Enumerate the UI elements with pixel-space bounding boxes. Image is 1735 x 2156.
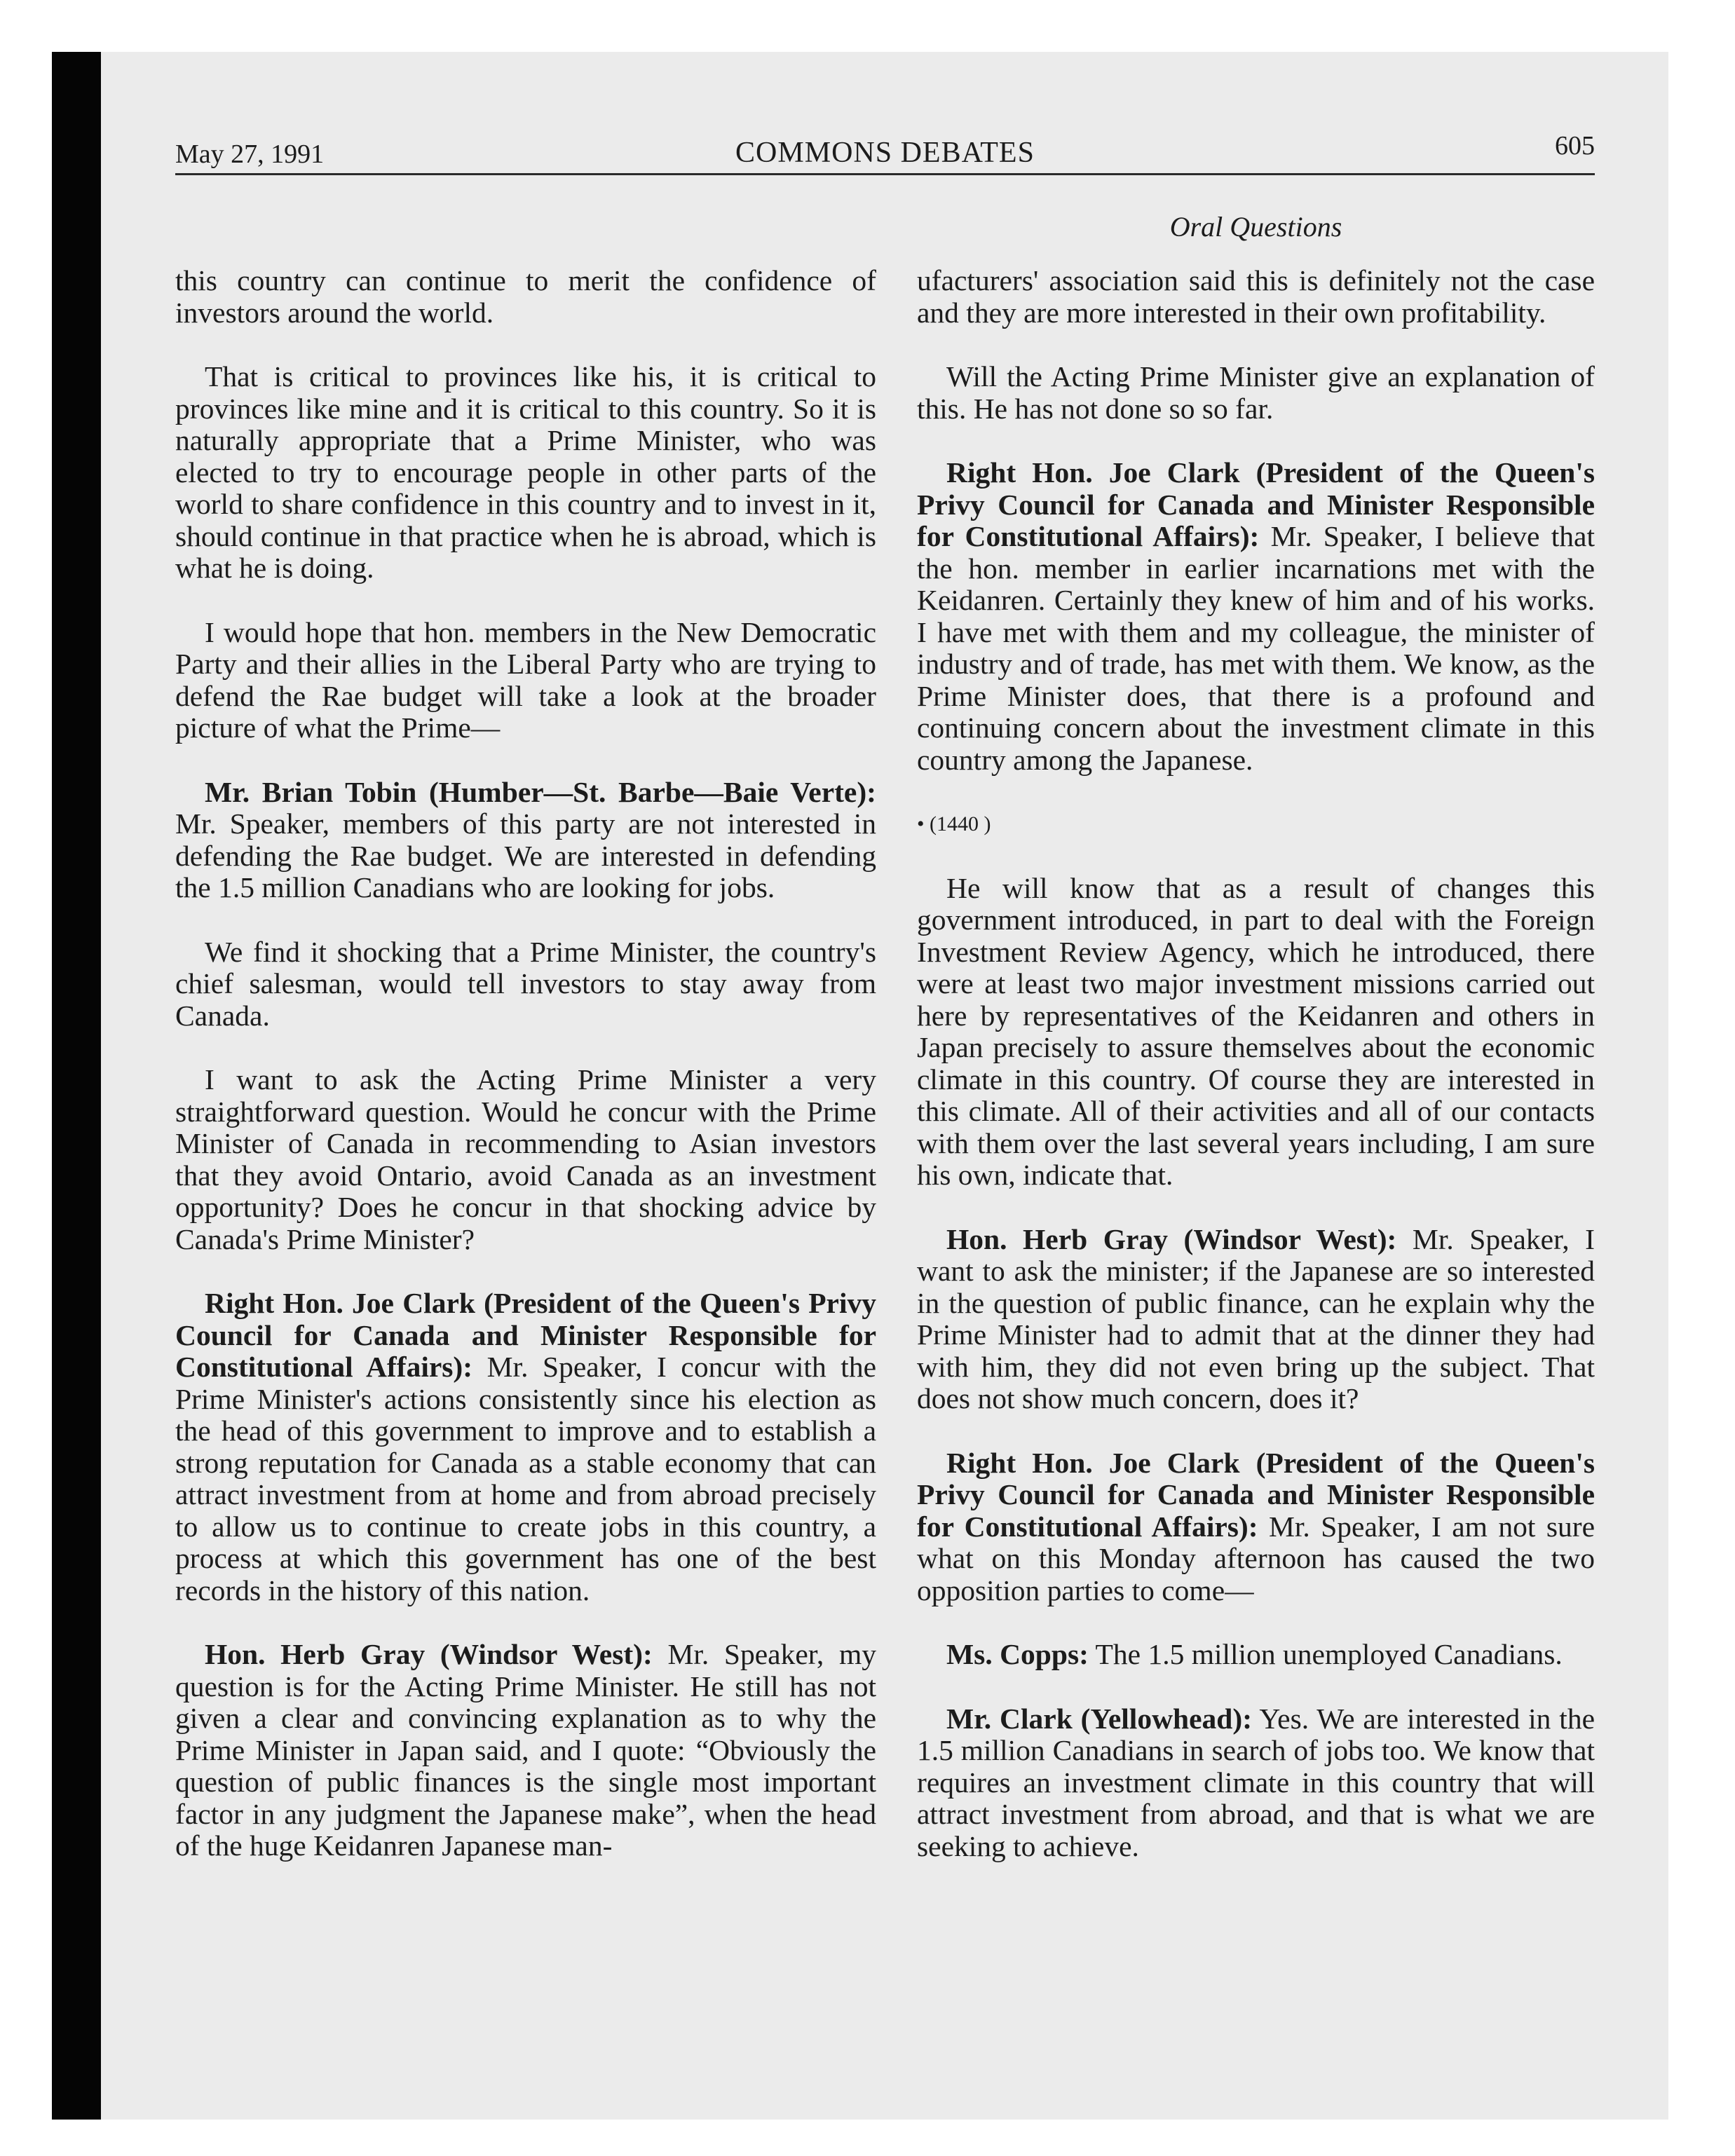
paragraph: Will the Acting Prime Minister give an explanation of this. He has not done so so far. [917,360,1595,425]
paragraph: He will know that as a result of changes this government introduced, in part to deal with the Foreign Investment Review Agency, which he introduced, there were at least two major investment missions carried out here by representatives of the Keidanren and others in Japan precisely to assure themselves about the economic climate in this country. Of course they are interested in this climate. All of their activities and all of our contacts with them over the last several years including, I am sure his own, indicate that. [917,871,1595,1191]
speaker-name: Hon. Herb Gray (Windsor West): [205,1638,653,1670]
page-number: 605 [1555,131,1595,161]
paragraph: That is critical to provinces like his, it is critical to provinces like mine and it is critical to this country. So it is naturally appropriate that a Prime Minister, who was elected to try to encourage people in other parts of the world to share confidence in this country and to invest in it, should continue in that practice when he is abroad, which is what he is doing. [175,360,876,584]
speech-text: Mr. Speaker, I concur with the Prime Minister's actions consistently since his election as the head of this government to improve and to establish a strong reputation for Canada as a stable economy that can attract investment from at home and from abroad precisely to allow us to continue to create jobs in this country, a process at which this government has one of the best records in the history of this nation. [175,1351,876,1606]
speech-paragraph [175,777,876,904]
speech-text: Yes. We are interested in the 1.5 million Canadians in search of jobs too. We know that requires an investment climate in this country that will attract investment from abroad, and that is what we are seeking to achieve. [917,1702,1595,1862]
speech-text: Mr. Speaker, I believe that the hon. member in earlier incarnations met with the Keidanren. Certainly they knew of him and of his works. I have met with them and my colleague, the minister of industry and of trade, has met with them. We know, as the Prime Minister does, that there is a profound and continuing concern about the investment climate in this country among the Japanese. [917,520,1595,776]
time-stamp: • (1440 ) [917,812,991,835]
paragraph: I would hope that hon. members in the New Democratic Party and their allies in the Liberal Party who are trying to defend the Rae budget will take a look at the broader picture of what the Prime— [175,615,876,744]
right-column [917,265,1595,1895]
speech-text: Mr. Speaker, I am not sure what on this Monday afternoon has caused the two opposition parties to come— [917,1510,1595,1606]
header-date: May 27, 1991 [175,139,325,169]
speech-paragraph [175,1639,876,1862]
speech-paragraph [917,1639,1595,1671]
paragraph: We find it shocking that a Prime Minister, the country's chief salesman, would tell investors to stay away from Canada. [175,935,876,1032]
speech-text: Mr. Speaker, I want to ask the minister; if the Japanese are so interested in the question of public finance, can he explain why the Prime Minister had to admit that at the dinner they had with him, they did not even bring up the subject. That does not show much concern, does it? [917,1222,1595,1414]
speaker-name: Right Hon. Joe Clark (President of the Queen's Privy Council for Canada and Minister Responsible for Constitutional Affairs): [175,1287,876,1383]
binding-edge [52,52,101,2120]
speaker-name: Ms. Copps: [946,1638,1089,1670]
speech-paragraph [917,1224,1595,1415]
paragraph: ufacturers' association said this is definitely not the case and they are more interested in their own profitability. [917,264,1595,329]
speaker-name: Hon. Herb Gray (Windsor West): [946,1222,1397,1255]
speech-paragraph [917,1703,1595,1863]
paragraph: I want to ask the Acting Prime Minister a very straightforward question. Would he concur with the Prime Minister of Canada in recommending to Asian investors that they avoid Ontario, avoid Canada as an investment opportunity? Does he concur in that shocking advice by Canada's Prime Minister? [175,1063,876,1255]
speech-paragraph [917,1447,1595,1607]
paragraph: this country can continue to merit the confidence of investors around the world. [175,264,876,329]
section-title: Oral Questions [1169,211,1342,243]
header-rule [175,173,1595,175]
speech-paragraph [917,457,1595,776]
speaker-name: Right Hon. Joe Clark (President of the Queen's Privy Council for Canada and Minister Responsible for Constitutional Affairs): [917,456,1595,552]
speaker-name: Right Hon. Joe Clark (President of the Queen's Privy Council for Canada and Minister Responsible for Constitutional Affairs): [917,1446,1595,1543]
speech-text: The 1.5 million unemployed Canadians. [1088,1638,1563,1670]
speech-paragraph [175,1288,876,1606]
page-header [175,130,1595,172]
header-title: COMMONS DEBATES [735,137,1035,169]
speaker-name: Mr. Brian Tobin (Humber—St. Barbe—Baie Verte): [205,775,876,808]
speaker-name: Mr. Clark (Yellowhead): [946,1702,1253,1735]
speech-text: Mr. Speaker, members of this party are not interested in defending the Rae budget. We are interested in defending the 1.5 million Canadians who are looking for jobs. [175,807,876,903]
left-column [175,265,876,1895]
speech-text: Mr. Speaker, my question is for the Acting Prime Minister. He still has not given a clear and convincing explanation as to why the Prime Minister in Japan said, and I quote: “Obviously the question of public finances is the single most important factor in any judgment the Japanese make”, when the head of the huge Keidanren Japanese man- [175,1638,876,1862]
